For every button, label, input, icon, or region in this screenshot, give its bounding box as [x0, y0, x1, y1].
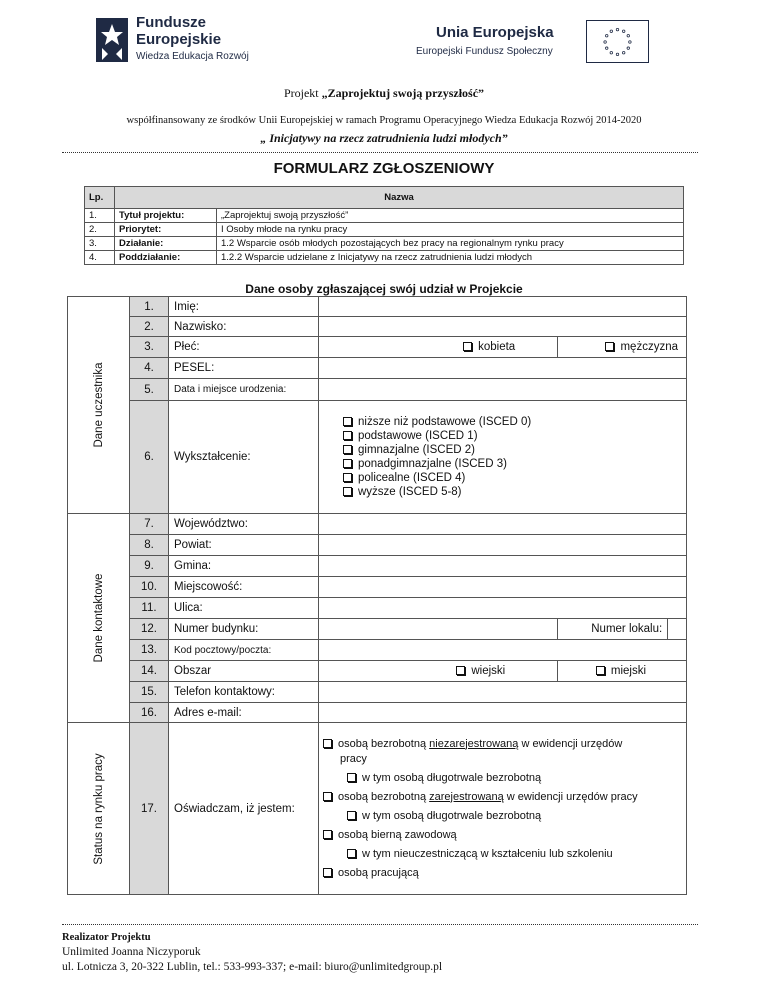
participant-form — [67, 296, 687, 895]
side-status-label: Status na rynku pracy — [92, 752, 105, 865]
info-row — [85, 209, 684, 223]
row-num: 2. — [130, 317, 169, 337]
area-urban-label: miejski — [610, 665, 646, 677]
phone-field[interactable] — [319, 682, 687, 703]
fe-logo-line1: Fundusze — [136, 14, 206, 31]
area-urban-option[interactable] — [558, 661, 687, 682]
project-line — [0, 86, 768, 101]
checkbox-icon[interactable] — [463, 342, 472, 351]
info-label: Tytuł projektu: — [115, 209, 217, 223]
row-label: Numer budynku: — [169, 619, 319, 640]
row-label: Telefon kontaktowy: — [169, 682, 319, 703]
side-contact — [68, 514, 130, 723]
status-text: w ewidencji urzędów pracy — [503, 790, 638, 803]
project-prefix: Projekt — [283, 86, 322, 100]
checkbox-icon[interactable] — [347, 849, 356, 858]
county-field[interactable] — [319, 535, 687, 556]
checkbox-icon[interactable] — [343, 487, 352, 496]
info-value: 1.2 Wsparcie osób młodych pozostających bez pracy na regionalnym rynku pracy — [217, 237, 684, 251]
checkbox-icon[interactable] — [605, 342, 614, 351]
side-participant — [68, 297, 130, 514]
row-num: 15. — [130, 682, 169, 703]
footer-address: ul. Lotnicza 3, 20-322 Lublin, tel.: 533-993-337; e-mail: biuro@unlimitedgroup.pl — [62, 961, 443, 973]
status-text: osobą pracującą — [338, 866, 419, 879]
row-label: Nazwisko: — [169, 317, 319, 337]
education-option[interactable] — [343, 415, 681, 429]
row-num: 8. — [130, 535, 169, 556]
footer-company: Unlimited Joanna Niczyporuk — [62, 946, 201, 958]
row-num: 3. — [130, 337, 169, 358]
status-inactive-not-learning-option[interactable] — [323, 847, 682, 862]
education-option[interactable] — [343, 485, 681, 499]
info-row — [85, 223, 684, 237]
info-value: I Osoby młode na rynku pracy — [217, 223, 684, 237]
education-label: policealne (ISCED 4) — [358, 472, 466, 484]
commune-field[interactable] — [319, 556, 687, 577]
birth-date-place-field[interactable] — [319, 379, 687, 401]
checkbox-icon[interactable] — [343, 431, 352, 440]
row-label: Adres e-mail: — [169, 703, 319, 723]
side-contact-label: Dane kontaktowe — [92, 573, 105, 663]
checkbox-icon[interactable] — [347, 811, 356, 820]
col-name: Nazwa — [115, 187, 684, 209]
status-text: osobą bezrobotną — [338, 737, 430, 750]
row-num: 12. — [130, 619, 169, 640]
status-text: w tym nieuczestniczącą w kształceniu lub szkoleniu — [362, 847, 613, 860]
checkbox-icon[interactable] — [323, 739, 332, 748]
row-num: 13. — [130, 640, 169, 661]
row-num: 9. — [130, 556, 169, 577]
pesel-field[interactable] — [319, 358, 687, 379]
fe-logo-line2: Europejskie — [136, 31, 222, 48]
row-label: PESEL: — [169, 358, 319, 379]
status-text: pracy — [340, 752, 367, 765]
info-label: Działanie: — [115, 237, 217, 251]
form-title: FORMULARZ ZGŁOSZENIOWY — [273, 160, 495, 177]
status-registered-option[interactable] — [323, 790, 682, 805]
status-text: osobą bezrobotną — [338, 790, 430, 803]
side-status — [68, 723, 130, 895]
info-value: 1.2.2 Wsparcie udzielane z Inicjatywy na rzecz zatrudnienia ludzi młodych — [217, 251, 684, 265]
status-unregistered-option[interactable] — [323, 737, 682, 767]
checkbox-icon[interactable] — [323, 830, 332, 839]
email-field[interactable] — [319, 703, 687, 723]
row-label: Imię: — [169, 297, 319, 317]
first-name-field[interactable] — [319, 297, 687, 317]
checkbox-icon[interactable] — [596, 666, 605, 675]
education-label: niższe niż podstawowe (ISCED 0) — [358, 416, 532, 428]
status-text: w tym osobą długotrwale bezrobotną — [362, 771, 542, 784]
checkbox-icon[interactable] — [343, 445, 352, 454]
gender-female-option[interactable] — [319, 337, 558, 358]
status-inactive-option[interactable] — [323, 828, 682, 843]
fe-star-mark-icon — [96, 18, 128, 62]
row-num: 10. — [130, 577, 169, 598]
eu-flag-icon — [586, 20, 649, 63]
labour-status-options — [319, 723, 687, 895]
area-rural-option[interactable] — [319, 661, 558, 682]
education-label: wyższe (ISCED 5-8) — [358, 486, 462, 498]
status-working-option[interactable] — [323, 866, 682, 881]
row-label: Oświadczam, iż jestem: — [169, 723, 319, 895]
status-underlined: niezarejestrowaną — [429, 737, 519, 750]
checkbox-icon[interactable] — [343, 417, 352, 426]
status-text: w ewidencji urzędów — [518, 737, 623, 750]
row-num: 11. — [130, 598, 169, 619]
info-row — [85, 251, 684, 265]
row-label: Powiat: — [169, 535, 319, 556]
row-label: Płeć: — [169, 337, 319, 358]
row-num: 5. — [130, 379, 169, 401]
education-option[interactable] — [343, 457, 681, 471]
local-number-label: Numer lokalu: — [558, 619, 668, 640]
checkbox-icon[interactable] — [347, 773, 356, 782]
side-participant-label: Dane uczestnika — [92, 362, 105, 448]
project-info-table — [84, 186, 684, 265]
status-underlined: zarejestrowaną — [429, 790, 504, 803]
education-options — [319, 401, 687, 514]
status-text: osobą bierną zawodową — [338, 828, 457, 841]
cofinance-line: współfinansowany ze środków Unii Europejskiej w ramach Programu Operacyjnego Wiedza Edukacja Rozwój 2014-2020 — [126, 115, 642, 126]
voivodeship-field[interactable] — [319, 514, 687, 535]
postal-code-field[interactable] — [319, 640, 687, 661]
info-lp: 1. — [85, 209, 115, 223]
footer-divider — [62, 924, 698, 925]
row-label: Miejscowość: — [169, 577, 319, 598]
row-num: 4. — [130, 358, 169, 379]
row-label: Obszar — [169, 661, 319, 682]
row-num: 1. — [130, 297, 169, 317]
status-unregistered-longterm-option[interactable] — [323, 771, 682, 786]
checkbox-icon[interactable] — [343, 459, 352, 468]
checkbox-icon[interactable] — [323, 868, 332, 877]
fe-logo-sub: Wiedza Edukacja Rozwój — [136, 51, 249, 62]
row-num: 16. — [130, 703, 169, 723]
row-label: Województwo: — [169, 514, 319, 535]
status-registered-longterm-option[interactable] — [323, 809, 682, 824]
local-number-field[interactable] — [668, 619, 687, 640]
gender-female-label: kobieta — [478, 341, 516, 353]
row-label: Wykształcenie: — [169, 401, 319, 514]
education-option[interactable] — [343, 429, 681, 443]
info-lp: 4. — [85, 251, 115, 265]
gender-male-option[interactable] — [558, 337, 687, 358]
info-value: „Zaprojektuj swoją przyszłość” — [217, 209, 684, 223]
education-label: gimnazjalne (ISCED 2) — [358, 444, 475, 456]
status-text: w tym osobą długotrwale bezrobotną — [362, 809, 542, 822]
row-num: 17. — [130, 723, 169, 895]
education-label: ponadgimnazjalne (ISCED 3) — [358, 458, 507, 470]
project-name: „Zaprojektuj swoją przyszłość” — [321, 86, 485, 100]
row-label: Kod pocztowy/poczta: — [169, 640, 319, 661]
initiative-line: „ Inicjatywy na rzecz zatrudnienia ludzi młodych” — [260, 131, 508, 145]
fundusze-europejskie-logo — [96, 14, 266, 70]
education-option[interactable] — [343, 443, 681, 457]
checkbox-icon[interactable] — [456, 666, 465, 675]
row-label: Data i miejsce urodzenia: — [169, 379, 319, 401]
checkbox-icon[interactable] — [343, 473, 352, 482]
row-label: Ulica: — [169, 598, 319, 619]
ue-logo-text — [416, 24, 554, 57]
city-field[interactable] — [319, 577, 687, 598]
col-lp: Lp. — [85, 187, 115, 209]
building-number-field[interactable] — [319, 619, 558, 640]
info-label: Priorytet: — [115, 223, 217, 237]
row-num: 14. — [130, 661, 169, 682]
info-row — [85, 237, 684, 251]
area-rural-label: wiejski — [471, 665, 506, 677]
street-field[interactable] — [319, 598, 687, 619]
education-label: podstawowe (ISCED 1) — [358, 430, 478, 442]
info-label: Poddziałanie: — [115, 251, 217, 265]
checkbox-icon[interactable] — [323, 792, 332, 801]
participant-section-title: Dane osoby zgłaszającej swój udział w Projekcie — [245, 282, 523, 296]
ue-title: Unia Europejska — [436, 24, 554, 41]
footer-label: Realizator Projektu — [62, 932, 151, 943]
row-num: 6. — [130, 401, 169, 514]
info-lp: 3. — [85, 237, 115, 251]
footer — [62, 930, 442, 975]
gender-male-label: mężczyzna — [620, 341, 678, 353]
row-label: Gmina: — [169, 556, 319, 577]
row-num: 7. — [130, 514, 169, 535]
ue-subtitle: Europejski Fundusz Społeczny — [416, 46, 553, 57]
last-name-field[interactable] — [319, 317, 687, 337]
header-divider — [62, 152, 698, 153]
info-lp: 2. — [85, 223, 115, 237]
education-option[interactable] — [343, 471, 681, 485]
